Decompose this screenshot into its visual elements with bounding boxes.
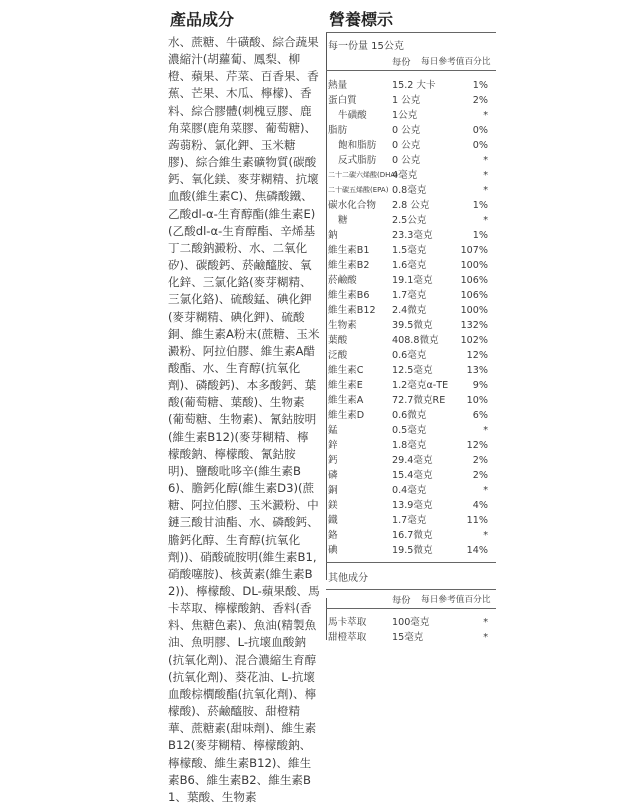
table-header xyxy=(326,55,496,70)
nutrient-amount: 0.6微克 xyxy=(392,410,427,421)
nutrient-daily-value: 0% xyxy=(472,140,488,151)
nutrient-name: 鈣 xyxy=(328,455,338,466)
nutrient-daily-value: 106% xyxy=(460,290,488,301)
nutrient-amount: 23.3毫克 xyxy=(392,230,433,241)
nutrient-row xyxy=(326,543,496,558)
nutrient-amount: 408.8微克 xyxy=(392,335,439,346)
nutrient-name: 維生素D xyxy=(328,410,365,421)
nutrient-daily-value: 13% xyxy=(466,365,488,376)
nutrient-name: 鉻 xyxy=(328,530,338,541)
nutrient-amount: 1.7毫克 xyxy=(392,290,427,301)
nutrient-row xyxy=(326,348,496,363)
nutrient-name: 銅 xyxy=(328,485,338,496)
nutrient-row xyxy=(326,243,496,258)
nutrient-amount: 0.4毫克 xyxy=(392,485,427,496)
nutrient-row xyxy=(326,393,496,408)
other-daily-value-header: 每日參考值百分比 xyxy=(421,595,491,605)
nutrient-name: 維生素B1 xyxy=(328,245,370,256)
nutrient-amount: 15.2 大卡 xyxy=(392,80,436,91)
nutrient-row xyxy=(326,123,496,138)
nutrient-daily-value: 0% xyxy=(472,125,488,136)
nutrient-amount: 72.7微克RE xyxy=(392,395,446,406)
nutrient-row xyxy=(326,318,496,333)
nutrient-daily-value: 102% xyxy=(460,335,488,346)
nutrient-daily-value: * xyxy=(483,530,488,541)
nutrient-daily-value: 106% xyxy=(460,275,488,286)
nutrient-name: 鎂 xyxy=(328,500,338,511)
nutrient-amount: 0 公克 xyxy=(392,125,421,136)
nutrient-daily-value: 1% xyxy=(472,80,488,91)
nutrient-amount: 0.8毫克 xyxy=(392,185,427,196)
nutrient-row xyxy=(326,93,496,108)
nutrient-name: 維生素A xyxy=(328,395,364,406)
nutrient-row xyxy=(326,513,496,528)
nutrient-daily-value: 2% xyxy=(472,470,488,481)
nutrition-table xyxy=(326,32,496,645)
nutrient-amount: 1.2毫克α-TE xyxy=(392,380,449,391)
nutrient-name: 熱量 xyxy=(328,80,348,91)
nutrient-amount: 39.5微克 xyxy=(392,320,433,331)
nutrient-daily-value: * xyxy=(483,632,488,643)
nutrient-daily-value: 100% xyxy=(460,305,488,316)
nutrient-row xyxy=(326,378,496,393)
nutrient-row xyxy=(326,213,496,228)
nutrient-name: 蛋白質 xyxy=(328,95,357,106)
nutrient-daily-value: * xyxy=(483,110,488,121)
serving-size: 每一份量 15公克 xyxy=(328,41,404,52)
nutrient-row xyxy=(326,168,496,183)
nutrient-name: 碳水化合物 xyxy=(328,200,376,211)
other-rows xyxy=(326,615,496,645)
nutrient-daily-value: 2% xyxy=(472,95,488,106)
nutrient-row xyxy=(326,468,496,483)
nutrient-daily-value: 1% xyxy=(472,200,488,211)
nutrient-row xyxy=(326,483,496,498)
nutrient-name: 二十碳五烯酸(EPA) xyxy=(328,186,389,194)
nutrient-amount: 13.9毫克 xyxy=(392,500,433,511)
nutrient-row xyxy=(326,615,496,630)
nutrient-amount: 1.6毫克 xyxy=(392,260,427,271)
other-ingredients-title: 其他成分 xyxy=(328,573,368,584)
nutrient-daily-value: * xyxy=(483,425,488,436)
nutrient-daily-value: * xyxy=(483,155,488,166)
nutrient-row xyxy=(326,303,496,318)
nutrient-amount: 29.4毫克 xyxy=(392,455,433,466)
nutrient-name: 維生素B6 xyxy=(328,290,370,301)
nutrient-row xyxy=(326,438,496,453)
nutrient-amount: 1.5毫克 xyxy=(392,245,427,256)
nutrient-name: 牛磺酸 xyxy=(338,110,367,121)
nutrient-amount: 1.8毫克 xyxy=(392,440,427,451)
nutrient-amount: 2.8 公克 xyxy=(392,200,430,211)
nutrient-amount: 0.5毫克 xyxy=(392,425,427,436)
nutrient-name: 維生素E xyxy=(328,380,363,391)
nutrient-name: 維生素B12 xyxy=(328,305,376,316)
nutrition-title: 營養標示 xyxy=(329,10,394,29)
nutrient-amount: 0 公克 xyxy=(392,140,421,151)
nutrient-name: 鈉 xyxy=(328,230,338,241)
nutrient-name: 飽和脂肪 xyxy=(338,140,377,151)
nutrient-daily-value: * xyxy=(483,617,488,628)
nutrient-name: 維生素C xyxy=(328,365,364,376)
nutrient-daily-value: 100% xyxy=(460,260,488,271)
nutrient-amount: 16.7微克 xyxy=(392,530,433,541)
nutrient-row xyxy=(326,333,496,348)
divider xyxy=(326,589,496,590)
nutrient-name: 維生素B2 xyxy=(328,260,370,271)
nutrient-daily-value: * xyxy=(483,170,488,181)
nutrient-daily-value: 14% xyxy=(466,545,488,556)
nutrient-name: 鐵 xyxy=(328,515,338,526)
nutrient-daily-value: 2% xyxy=(472,455,488,466)
nutrient-amount: 19.5微克 xyxy=(392,545,433,556)
nutrient-name: 碘 xyxy=(328,545,338,556)
nutrient-daily-value: * xyxy=(483,485,488,496)
other-per-serving-header: 每份 xyxy=(392,595,411,606)
nutrient-row xyxy=(326,198,496,213)
nutrient-row xyxy=(326,528,496,543)
nutrient-amount: 4毫克 xyxy=(392,170,418,181)
nutrient-name: 生物素 xyxy=(328,320,357,331)
nutrient-daily-value: 12% xyxy=(466,440,488,451)
nutrient-name: 泛酸 xyxy=(328,350,348,361)
nutrient-row xyxy=(326,78,496,93)
nutrient-amount: 2.5公克 xyxy=(392,215,427,226)
daily-value-header: 每日參考值百分比 xyxy=(421,57,491,67)
nutrient-daily-value: * xyxy=(483,215,488,226)
nutrient-amount: 19.1毫克 xyxy=(392,275,433,286)
nutrient-daily-value: 4% xyxy=(472,500,488,511)
nutrient-daily-value: 132% xyxy=(460,320,488,331)
nutrient-name: 反式脂肪 xyxy=(338,155,377,166)
per-serving-header: 每份 xyxy=(392,57,411,68)
nutrient-row xyxy=(326,183,496,198)
nutrient-daily-value: 6% xyxy=(472,410,488,421)
nutrition-rows xyxy=(326,78,496,558)
nutrient-amount: 15毫克 xyxy=(392,632,424,643)
nutrient-row xyxy=(326,273,496,288)
nutrient-row xyxy=(326,453,496,468)
nutrient-amount: 12.5毫克 xyxy=(392,365,433,376)
nutrient-amount: 2.4微克 xyxy=(392,305,427,316)
nutrient-name: 菸鹼酸 xyxy=(328,275,357,286)
nutrient-daily-value: 11% xyxy=(466,515,488,526)
nutrient-amount: 1 公克 xyxy=(392,95,421,106)
nutrient-daily-value: 1% xyxy=(472,230,488,241)
nutrient-amount: 0.6毫克 xyxy=(392,350,427,361)
nutrient-row xyxy=(326,108,496,123)
nutrient-daily-value: 107% xyxy=(460,245,488,256)
nutrient-row xyxy=(326,228,496,243)
other-table-header xyxy=(326,593,496,608)
ingredients-text: 水、蔗糖、牛磺酸、綜合蔬果濃縮汁(胡蘿蔔、鳳梨、柳橙、蘋果、芹菜、百香果、香蕉、芒果、木瓜、檸檬)、香料、綜合膠體(刺槐豆膠、鹿角菜膠(鹿角菜膠、葡萄糖)、蒟蒻粉、氯化鉀、玉米糖膠)、綜合維生素礦物質(碳酸鈣、氧化鎂、麥芽糊精、抗壞血酸(維生素C)、焦磷酸鐵、乙酸dl-α-生育醇酯(維生素E)(乙酸dl-α-生育醇酯、辛烯基丁二酸鈉澱粉、水、二氧化矽)、碳酸鈣、菸鹼醯胺、氧化鋅、三氯化鉻(麥芽糊精、三氯化鉻)、硫酸錳、碘化鉀(麥芽糊精、碘化鉀)、硫酸銅、維生素A粉末(蔗糖、玉米澱粉、阿拉伯膠、維生素A醋酸酯、水、生育醇(抗氧化劑)、磷酸鈣)、本多酸鈣、葉酸(葡萄糖、葉酸)、生物素(葡萄糖、生物素)、氰鈷胺明(維生素B12)(麥芽糊精、檸檬酸鈉、檸檬酸、氰鈷胺明)、鹽酸吡哆辛(維生素B6)、膽鈣化醇(維生素D3)(蔗糖、阿拉伯膠、玉米澱粉、中鏈三酸甘油酯、水、磷酸鈣、膽鈣化醇、生育醇(抗氧化劑))、硝酸硫胺明(維生素B1,硝酸噻胺)、核黃素(維生素B2))、檸檬酸、DL-蘋果酸、馬卡萃取、檸檬酸鈉、香料(香料、焦糖色素)、魚油(精製魚油、魚明膠、L-抗壞血酸鈉(抗氧化劑)、混合濃縮生育醇(抗氧化劑)、葵花油、L-抗壞血酸棕櫚酸酯(抗氧化劑)、檸檬酸)、菸鹼醯胺、甜橙精華、蔗糖素(甜味劑)、維生素B12(麥芽糊精、檸檬酸鈉、檸檬酸、維生素B12)、維生素B6、維生素B2、維生素B1、葉酸、生物素 xyxy=(168,35,320,804)
nutrient-row xyxy=(326,498,496,513)
nutrient-daily-value: * xyxy=(483,185,488,196)
nutrient-row xyxy=(326,423,496,438)
nutrient-row xyxy=(326,288,496,303)
nutrient-daily-value: 10% xyxy=(466,395,488,406)
nutrient-daily-value: 9% xyxy=(472,380,488,391)
nutrient-row xyxy=(326,138,496,153)
nutrient-name: 脂肪 xyxy=(328,125,348,136)
ingredients-title: 產品成分 xyxy=(170,10,235,29)
nutrient-amount: 15.4毫克 xyxy=(392,470,433,481)
nutrient-name: 錳 xyxy=(328,425,338,436)
nutrient-name: 二十二碳六烯酸(DHA) xyxy=(328,171,398,179)
nutrient-amount: 1.7毫克 xyxy=(392,515,427,526)
nutrient-daily-value: 12% xyxy=(466,350,488,361)
nutrient-row xyxy=(326,258,496,273)
nutrient-name: 磷 xyxy=(328,470,338,481)
nutrient-name: 馬卡萃取 xyxy=(328,617,367,628)
nutrient-name: 糖 xyxy=(338,215,348,226)
nutrient-amount: 100毫克 xyxy=(392,617,430,628)
nutrient-row xyxy=(326,363,496,378)
nutrient-name: 甜橙萃取 xyxy=(328,632,367,643)
nutrient-row xyxy=(326,408,496,423)
nutrient-name: 鋅 xyxy=(328,440,338,451)
nutrient-row xyxy=(326,153,496,168)
nutrient-name: 葉酸 xyxy=(328,335,348,346)
nutrient-amount: 1公克 xyxy=(392,110,418,121)
nutrient-amount: 0 公克 xyxy=(392,155,421,166)
nutrient-row xyxy=(326,630,496,645)
